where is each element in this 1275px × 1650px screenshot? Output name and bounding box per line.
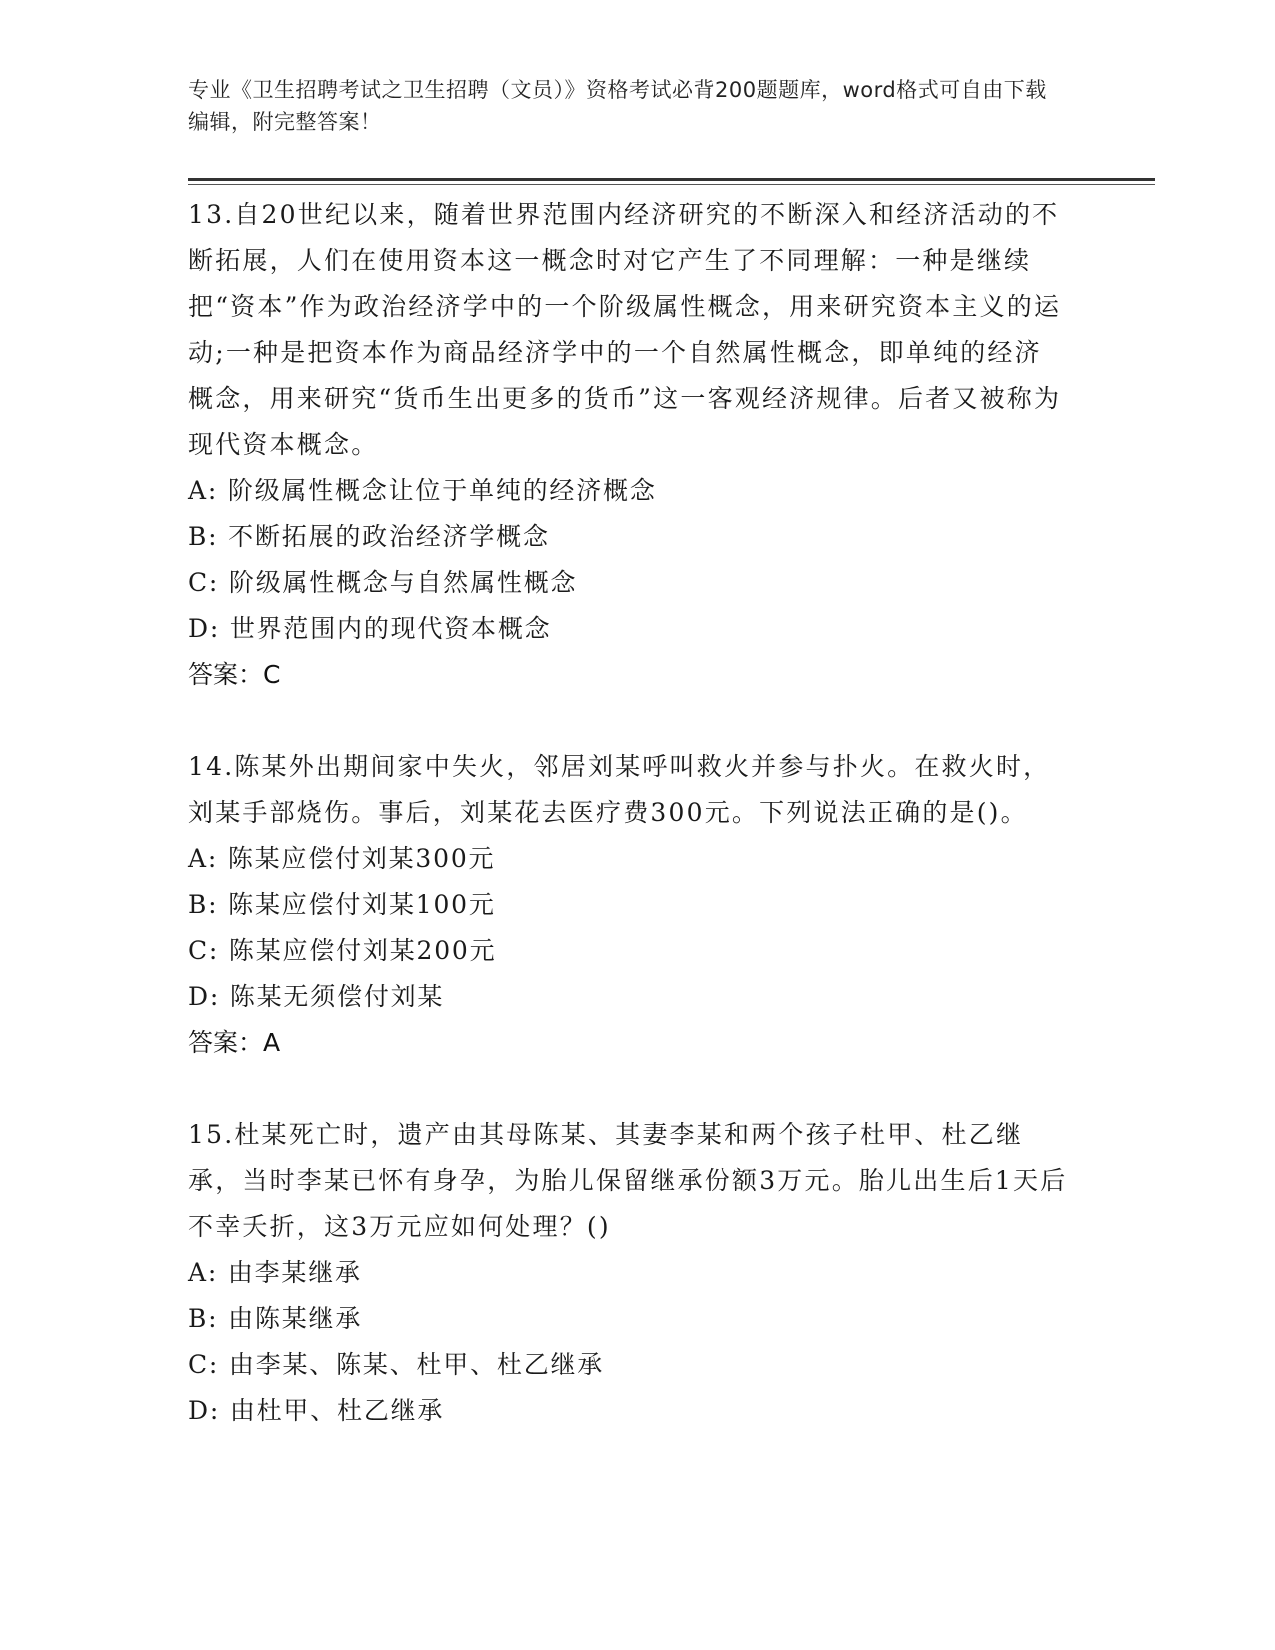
question-stem: 15.杜某死亡时，遗产由其母陈某、其妻李某和两个孩子杜甲、杜乙继承，当时李某已怀有身孕，为胎儿保留继承份额3万元。胎儿出生后1天后不幸夭折，这3万元应如何处理？() bbox=[188, 1120, 1068, 1241]
option-b: B: 由陈某继承 bbox=[188, 1304, 363, 1333]
header-divider-thick bbox=[188, 178, 1155, 181]
answer-line: 答案：A bbox=[188, 1028, 281, 1057]
option-d: D: 世界范围内的现代资本概念 bbox=[188, 614, 552, 643]
document-header: 专业《卫生招聘考试之卫生招聘（文员）》资格考试必背200题题库，word格式可自由下载编辑，附完整答案！ bbox=[188, 78, 1047, 134]
option-a: A: 陈某应偿付刘某300元 bbox=[188, 844, 496, 873]
option-c: C: 阶级属性概念与自然属性概念 bbox=[188, 568, 578, 597]
question-15 bbox=[188, 1112, 1068, 1434]
option-c: C: 由李某、陈某、杜甲、杜乙继承 bbox=[188, 1350, 605, 1379]
option-b: B: 不断拓展的政治经济学概念 bbox=[188, 522, 550, 551]
option-d: D: 由杜甲、杜乙继承 bbox=[188, 1396, 445, 1425]
option-d: D: 陈某无须偿付刘某 bbox=[188, 982, 445, 1011]
answer-line: 答案：C bbox=[188, 660, 281, 689]
option-a: A: 由李某继承 bbox=[188, 1258, 362, 1287]
question-stem: 14.陈某外出期间家中失火，邻居刘某呼叫救火并参与扑火。在救火时，刘某手部烧伤。事后，刘某花去医疗费300元。下列说法正确的是()。 bbox=[188, 752, 1051, 827]
question-13 bbox=[188, 192, 1068, 698]
question-14 bbox=[188, 744, 1068, 1066]
option-c: C: 陈某应偿付刘某200元 bbox=[188, 936, 497, 965]
header-divider-thin bbox=[188, 184, 1155, 185]
option-b: B: 陈某应偿付刘某100元 bbox=[188, 890, 496, 919]
option-a: A: 阶级属性概念让位于单纯的经济概念 bbox=[188, 476, 657, 505]
question-list bbox=[188, 192, 1068, 1480]
question-stem: 13.自20世纪以来，随着世界范围内经济研究的不断深入和经济活动的不断拓展，人们在使用资本这一概念时对它产生了不同理解：一种是继续把“资本”作为政治经济学中的一个阶级属性概念，用来研究资本主义的运动;一种是把资本作为商品经济学中的一个自然属性概念，即单纯的经济概念，用来研究“货币生出更多的货币”这一客观经济规律。后者又被称为现代资本概念。 bbox=[188, 200, 1062, 459]
